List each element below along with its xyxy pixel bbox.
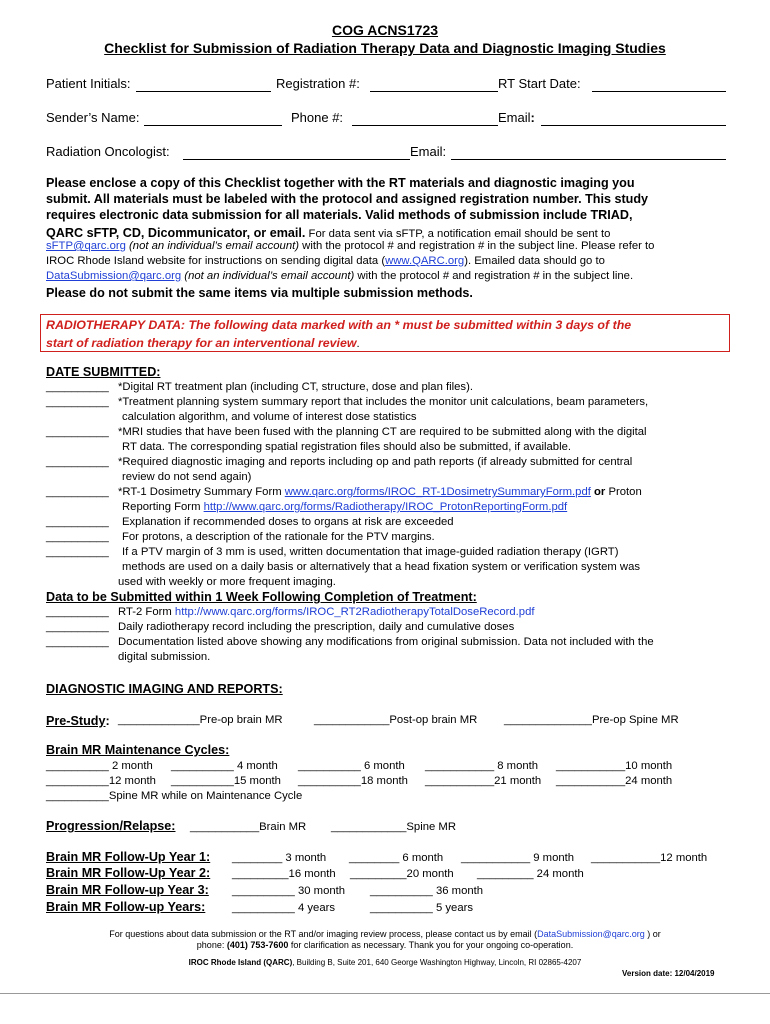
maintenance-6-month[interactable]: __________ 6 month xyxy=(298,760,405,772)
rt1-proton: Proton xyxy=(605,486,642,498)
item-text: Documentation listed above showing any modifications from original submission. Data not included with the xyxy=(118,636,654,648)
pre-op-spine-mr[interactable]: ______________Pre-op Spine MR xyxy=(504,714,679,726)
progression-brain-mr[interactable]: ___________Brain MR xyxy=(190,821,307,833)
checklist-item-ptv-rationale xyxy=(46,530,435,545)
checklist-item-oar-doses xyxy=(46,515,454,530)
follow-up-year-2-label: Brain MR Follow-Up Year 2: xyxy=(46,866,211,880)
radiation-oncologist-label: Radiation Oncologist: xyxy=(46,144,170,159)
maintenance-10-month[interactable]: ___________10 month xyxy=(556,760,673,772)
contact-phone: (401) 753-7600 xyxy=(226,940,289,950)
checklist-item-ptv-igrt xyxy=(46,545,640,590)
checkbox-blank[interactable]: __________ xyxy=(46,621,109,633)
rt2-prefix: RT-2 Form xyxy=(118,606,175,618)
sftp-subject-note: with the protocol # and registration # in the subject line. Please refer to xyxy=(299,240,655,252)
sftp-not-individual: (not an individual’s email account) xyxy=(125,240,300,252)
radiation-oncologist-field[interactable] xyxy=(183,159,410,160)
phone-label: Phone #: xyxy=(291,110,344,125)
item-text: *Digital RT treatment plan (including CT, structure, dose and plan files). xyxy=(118,381,473,393)
registration-field[interactable] xyxy=(370,91,498,92)
item-text: Daily radiotherapy record including the prescription, daily and cumulative doses xyxy=(118,621,515,633)
footer-address xyxy=(0,958,770,967)
phone-field[interactable] xyxy=(352,125,498,126)
follow-up-24-month[interactable]: _________ 24 month xyxy=(477,868,584,880)
address-text: , Building B, Suite 201, 640 George Washington Highway, Lincoln, RI 02865-4207 xyxy=(292,958,582,967)
submission-methods: QARC sFTP, CD, Dicommunicator, or email. xyxy=(46,226,306,240)
radiotherapy-notice-line-2 xyxy=(46,334,360,352)
email-label-text: Email xyxy=(498,110,531,125)
pre-study-label: Pre-Study xyxy=(46,714,106,728)
contact-text: For questions about data submission or the RT and/or imaging review process, please contact us by email ( xyxy=(109,929,538,939)
follow-up-6-month[interactable]: ________ 6 month xyxy=(349,852,444,864)
maintenance-15-month[interactable]: __________15 month xyxy=(171,775,281,787)
instructions-line-3: requires electronic data submission for all materials. Valid methods of submission include TRIAD, xyxy=(46,208,633,222)
checklist-item-rt2-form xyxy=(46,605,535,620)
checklist-item-modifications xyxy=(46,635,654,665)
item-text-continued: RT data. The corresponding spatial registration files should also be submitted, if available. xyxy=(122,441,571,453)
maintenance-21-month[interactable]: ___________21 month xyxy=(425,775,542,787)
contact-thanks: for clarification as necessary. Thank you for your ongoing co-operation. xyxy=(288,940,574,950)
progression-relapse-label: Progression/Relapse: xyxy=(46,819,176,833)
registration-label: Registration #: xyxy=(276,76,360,91)
follow-up-years-label: Brain MR Follow-up Years: xyxy=(46,900,206,914)
maintenance-4-month[interactable]: __________ 4 month xyxy=(171,760,278,772)
patient-initials-label: Patient Initials: xyxy=(46,76,131,91)
checkbox-blank[interactable]: __________ xyxy=(46,606,109,618)
email-note: ). Emailed data should go to xyxy=(464,255,605,267)
instructions-line-2: submit. All materials must be labeled with the protocol and assigned registration number. This study xyxy=(46,192,649,206)
follow-up-16-month[interactable]: _________16 month xyxy=(232,868,336,880)
address-org: IROC Rhode Island (QARC) xyxy=(188,958,293,967)
item-text-continued: review do not send again) xyxy=(122,471,252,483)
follow-up-4-years[interactable]: __________ 4 years xyxy=(232,902,336,914)
contact-email-link[interactable]: DataSubmission@qarc.org xyxy=(537,929,645,939)
sender-name-field[interactable] xyxy=(144,125,282,126)
checklist-item-rt1-form xyxy=(46,485,642,515)
checkbox-blank[interactable]: __________ xyxy=(46,456,109,468)
checklist-item-mri-fused xyxy=(46,425,647,455)
follow-up-20-month[interactable]: _________20 month xyxy=(350,868,454,880)
website-note: IROC Rhode Island website for instructions on sending digital data ( xyxy=(46,255,386,267)
item-text: For protons, a description of the rationale for the PTV margins. xyxy=(122,531,435,543)
item-text-continued: calculation algorithm, and volume of interest dose statistics xyxy=(122,411,417,423)
follow-up-12-month[interactable]: ___________12 month xyxy=(591,852,708,864)
item-text-continued: used with weekly or more frequent imaging. xyxy=(118,576,336,588)
maintenance-12-month[interactable]: __________12 month xyxy=(46,775,156,787)
checklist-item-tps-summary xyxy=(46,395,648,425)
pre-study-row xyxy=(46,712,110,730)
maintenance-2-month[interactable]: __________ 2 month xyxy=(46,760,153,772)
instructions-line-1: Please enclose a copy of this Checklist together with the RT materials and diagnostic imaging you xyxy=(46,176,635,190)
document-title: COG ACNS1723 xyxy=(331,22,439,38)
footer-contact-line-1 xyxy=(0,929,770,939)
follow-up-year-1-label: Brain MR Follow-Up Year 1: xyxy=(46,850,211,864)
checkbox-blank[interactable]: __________ xyxy=(46,636,109,648)
phone-prefix: phone: xyxy=(196,940,227,950)
rt-start-date-field[interactable] xyxy=(592,91,726,92)
post-op-brain-mr[interactable]: ____________Post-op brain MR xyxy=(314,714,478,726)
item-text-continued: methods are used on a daily basis or alternatively that a head fixation system or verification system was xyxy=(122,561,641,573)
oncologist-email-label: Email: xyxy=(410,144,447,159)
instructions-line-5 xyxy=(46,240,654,252)
maintenance-24-month[interactable]: ___________24 month xyxy=(556,775,673,787)
checklist-item-daily-record xyxy=(46,620,514,635)
item-text-continued: digital submission. xyxy=(118,651,211,663)
one-week-heading: Data to be Submitted within 1 Week Following Completion of Treatment: xyxy=(46,590,477,604)
checkbox-blank[interactable]: __________ xyxy=(46,486,109,498)
proton-form-link[interactable]: http://www.qarc.org/forms/Radiotherapy/IROC_ProtonReportingForm.pdf xyxy=(203,501,568,513)
no-duplicate-submission: Please do not submit the same items via multiple submission methods. xyxy=(46,286,473,300)
item-text: *Required diagnostic imaging and reports including op and path reports (if already submitted for central xyxy=(118,456,633,468)
document-subtitle: Checklist for Submission of Radiation Therapy Data and Diagnostic Imaging Studies xyxy=(104,40,666,56)
follow-up-30-month[interactable]: __________ 30 month xyxy=(232,885,346,897)
checklist-item-digital-rt-plan xyxy=(46,380,473,395)
email-field[interactable] xyxy=(541,125,726,126)
pre-study-colon: : xyxy=(105,714,110,728)
data-submission-email-link[interactable]: DataSubmission@qarc.org xyxy=(46,270,182,282)
checkbox-blank[interactable]: __________ xyxy=(46,426,109,438)
checkbox-blank[interactable]: __________ xyxy=(46,381,109,393)
email-label xyxy=(498,110,535,125)
email-label-colon: : xyxy=(530,110,535,125)
checkbox-blank[interactable]: __________ xyxy=(46,531,109,543)
footer-contact-line-2 xyxy=(0,940,770,950)
follow-up-year-3-label: Brain MR Follow-up Year 3: xyxy=(46,883,209,897)
follow-up-36-month[interactable]: __________ 36 month xyxy=(370,885,484,897)
proton-form-prefix: Reporting Form xyxy=(122,501,204,513)
contact-text-end: ) or xyxy=(644,929,661,939)
checklist-item-diagnostic-imaging xyxy=(46,455,632,485)
item-text: Explanation if recommended doses to organs at risk are exceeded xyxy=(122,516,454,528)
version-date: Version date: 12/04/2019 xyxy=(622,969,715,978)
sftp-email-link[interactable]: sFTP@qarc.org xyxy=(46,240,126,252)
checkbox-blank[interactable]: __________ xyxy=(46,396,109,408)
checkbox-blank[interactable]: __________ xyxy=(46,516,109,528)
item-text: *MRI studies that have been fused with the planning CT are required to be submitted along with the digital xyxy=(118,426,647,438)
maintenance-18-month[interactable]: __________18 month xyxy=(298,775,408,787)
diagnostic-imaging-heading: DIAGNOSTIC IMAGING AND REPORTS: xyxy=(46,682,283,696)
rt1-form-link[interactable]: www.qarc.org/forms/IROC_RT-1DosimetrySummaryForm.pdf xyxy=(284,486,591,498)
rt-start-date-label: RT Start Date: xyxy=(498,76,581,91)
email-subject-note: with the protocol # and registration # in the subject line. xyxy=(354,270,634,282)
item-text: If a PTV margin of 3 mm is used, written documentation that image-guided radiation therapy (IGRT) xyxy=(122,546,619,558)
instructions-line-6 xyxy=(46,255,605,267)
rt1-or: or xyxy=(590,486,606,498)
maintenance-heading: Brain MR Maintenance Cycles: xyxy=(46,743,230,757)
radiotherapy-notice-period: . xyxy=(356,338,360,350)
item-text: *Treatment planning system summary report that includes the monitor unit calculations, beam parameters, xyxy=(118,396,649,408)
email-not-individual: (not an individual’s email account) xyxy=(181,270,355,282)
page-bottom-divider xyxy=(0,993,770,994)
rt1-prefix: *RT-1 Dosimetry Summary Form xyxy=(118,486,285,498)
patient-initials-field[interactable] xyxy=(136,91,271,92)
radiotherapy-notice-line-1: RADIOTHERAPY DATA: The following data marked with an * must be submitted within 3 days of the xyxy=(46,318,632,332)
rt2-form-link[interactable]: http://www.qarc.org/forms/IROC_RT2RadiotherapyTotalDoseRecord.pdf xyxy=(174,606,535,618)
sender-name-label: Sender’s Name: xyxy=(46,110,140,125)
sftp-note: For data sent via sFTP, a notification email should be sent to xyxy=(305,228,611,240)
instructions-line-7 xyxy=(46,270,633,282)
oncologist-email-field[interactable] xyxy=(451,159,726,160)
follow-up-9-month[interactable]: ___________ 9 month xyxy=(461,852,575,864)
follow-up-5-years[interactable]: __________ 5 years xyxy=(370,902,474,914)
follow-up-3-month[interactable]: ________ 3 month xyxy=(232,852,327,864)
qarc-website-link[interactable]: www.QARC.org xyxy=(385,255,465,267)
date-submitted-heading: DATE SUBMITTED: xyxy=(46,365,161,379)
radiotherapy-notice-text: start of radiation therapy for an interventional review xyxy=(46,336,357,350)
maintenance-8-month[interactable]: ___________ 8 month xyxy=(425,760,539,772)
maintenance-spine-mr[interactable]: __________Spine MR while on Maintenance Cycle xyxy=(46,790,303,802)
checkbox-blank[interactable]: __________ xyxy=(46,546,109,558)
pre-op-brain-mr[interactable]: _____________Pre-op brain MR xyxy=(118,714,283,726)
progression-spine-mr[interactable]: ____________Spine MR xyxy=(331,821,456,833)
